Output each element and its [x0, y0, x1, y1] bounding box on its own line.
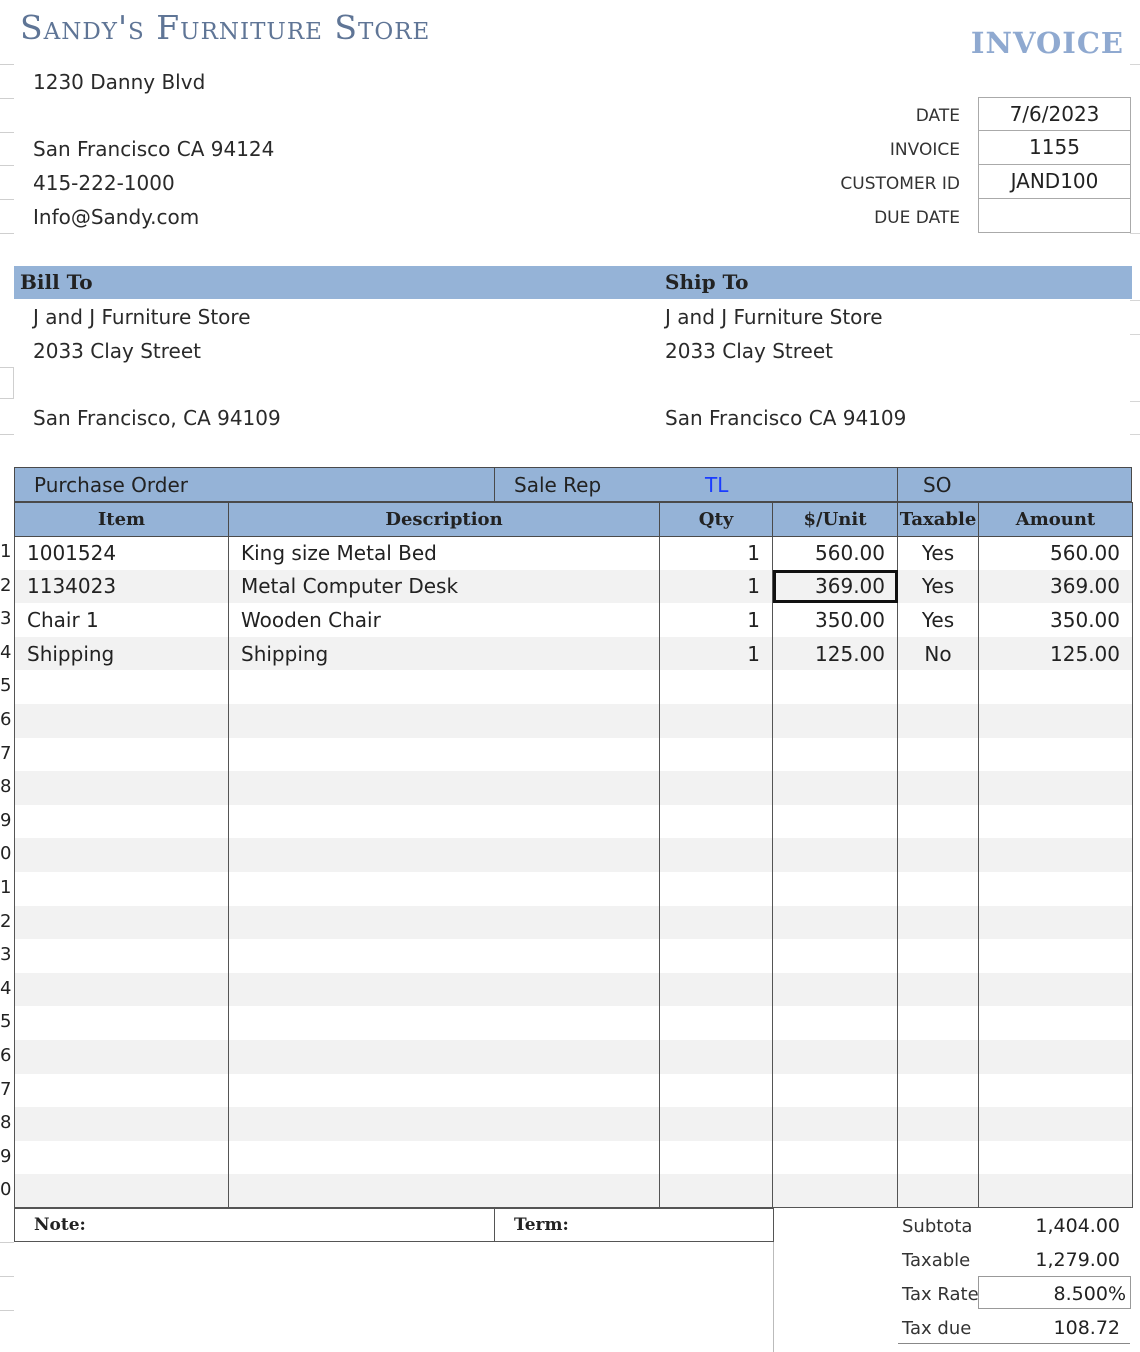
- empty-cell[interactable]: [660, 1141, 773, 1175]
- empty-cell[interactable]: [15, 738, 229, 772]
- empty-cell[interactable]: [15, 906, 229, 940]
- empty-cell[interactable]: [979, 805, 1133, 839]
- item-cell[interactable]: 1134023: [15, 570, 229, 604]
- empty-cell[interactable]: [660, 771, 773, 805]
- description-cell[interactable]: Shipping: [229, 637, 660, 671]
- row-number: 9: [0, 1145, 12, 1167]
- empty-cell[interactable]: [660, 1006, 773, 1040]
- col-unit-price: $/Unit: [773, 503, 898, 537]
- sale-rep-value[interactable]: TL: [705, 473, 729, 497]
- ship-to-street: 2033 Clay Street: [665, 339, 833, 363]
- amount-cell[interactable]: 350.00: [979, 603, 1133, 637]
- taxable-total-value[interactable]: 1,279.00: [1035, 1249, 1120, 1271]
- empty-cell[interactable]: [773, 872, 898, 906]
- tax-rate-label: Tax Rate: [902, 1284, 979, 1305]
- empty-cell[interactable]: [660, 1107, 773, 1141]
- empty-cell[interactable]: [660, 939, 773, 973]
- table-row-empty: [15, 1174, 1133, 1208]
- empty-cell[interactable]: [15, 939, 229, 973]
- empty-cell[interactable]: [229, 738, 660, 772]
- empty-cell[interactable]: [898, 872, 979, 906]
- qty-cell[interactable]: 1: [660, 570, 773, 604]
- empty-cell[interactable]: [229, 1141, 660, 1175]
- bill-to-name: J and J Furniture Store: [33, 305, 251, 329]
- empty-cell[interactable]: [229, 704, 660, 738]
- table-row-empty: [15, 1074, 1133, 1108]
- empty-cell[interactable]: [773, 805, 898, 839]
- row-number: 3: [0, 608, 12, 630]
- amount-cell[interactable]: 125.00: [979, 637, 1133, 671]
- store-address: 1230 Danny Blvd: [33, 70, 206, 94]
- empty-cell[interactable]: [773, 1074, 898, 1108]
- table-row: [15, 637, 1133, 671]
- empty-cell[interactable]: [773, 771, 898, 805]
- bill-to-street: 2033 Clay Street: [33, 339, 201, 363]
- customer-id-label: CUSTOMER ID: [840, 174, 960, 194]
- empty-cell[interactable]: [898, 670, 979, 704]
- empty-cell[interactable]: [660, 738, 773, 772]
- table-row-empty: [15, 1006, 1133, 1040]
- unit-price-cell[interactable]: 560.00: [773, 536, 898, 570]
- empty-cell[interactable]: [898, 805, 979, 839]
- table-row-empty: [15, 1107, 1133, 1141]
- tax-due-value[interactable]: 108.72: [1053, 1317, 1120, 1339]
- taxable-cell[interactable]: No: [898, 637, 979, 671]
- row-number: 5: [0, 675, 12, 697]
- qty-cell[interactable]: 1: [660, 603, 773, 637]
- description-cell[interactable]: King size Metal Bed: [229, 536, 660, 570]
- taxable-cell[interactable]: Yes: [898, 570, 979, 604]
- store-email: Info@Sandy.com: [33, 205, 200, 229]
- empty-cell[interactable]: [660, 872, 773, 906]
- empty-cell[interactable]: [229, 973, 660, 1007]
- description-cell[interactable]: Wooden Chair: [229, 603, 660, 637]
- col-qty: Qty: [660, 503, 773, 537]
- empty-cell[interactable]: [15, 1006, 229, 1040]
- description-cell[interactable]: Metal Computer Desk: [229, 570, 660, 604]
- empty-cell[interactable]: [773, 1107, 898, 1141]
- empty-rows: [15, 670, 1133, 1208]
- empty-cell[interactable]: [979, 1107, 1133, 1141]
- taxable-total-label: Taxable: [902, 1250, 971, 1271]
- empty-cell[interactable]: [660, 973, 773, 1007]
- row-number: 4: [0, 641, 12, 663]
- invoice-title: INVOICE: [970, 26, 1124, 60]
- empty-cell[interactable]: [773, 1006, 898, 1040]
- empty-cell[interactable]: [773, 973, 898, 1007]
- empty-cell[interactable]: [773, 1174, 898, 1208]
- customer-id-cell[interactable]: JAND100: [978, 165, 1131, 199]
- empty-cell[interactable]: [898, 1174, 979, 1208]
- due-date-cell[interactable]: [978, 199, 1131, 233]
- tax-rate-value[interactable]: 8.500%: [1053, 1283, 1126, 1305]
- table-row-empty: [15, 805, 1133, 839]
- table-row-empty: [15, 771, 1133, 805]
- empty-cell[interactable]: [15, 1107, 229, 1141]
- table-row-empty: [15, 939, 1133, 973]
- empty-cell[interactable]: [660, 704, 773, 738]
- empty-cell[interactable]: [229, 838, 660, 872]
- empty-cell[interactable]: [979, 771, 1133, 805]
- table-row-empty: [15, 906, 1133, 940]
- row-number: 2: [0, 910, 12, 932]
- empty-cell[interactable]: [898, 1141, 979, 1175]
- empty-cell[interactable]: [898, 838, 979, 872]
- empty-cell[interactable]: [773, 939, 898, 973]
- empty-cell[interactable]: [773, 670, 898, 704]
- empty-cell[interactable]: [979, 872, 1133, 906]
- col-taxable: Taxable: [898, 503, 979, 537]
- table-row-empty: [15, 838, 1133, 872]
- empty-cell[interactable]: [660, 1040, 773, 1074]
- empty-cell[interactable]: [979, 1141, 1133, 1175]
- unit-price-cell-selected[interactable]: 369.00: [773, 570, 898, 604]
- table-row-empty: [15, 973, 1133, 1007]
- table-row: [15, 570, 1133, 604]
- invoice-number-label: INVOICE: [889, 140, 960, 160]
- row-number: 9: [0, 809, 12, 831]
- empty-cell[interactable]: [979, 704, 1133, 738]
- empty-cell[interactable]: [229, 805, 660, 839]
- taxable-cell[interactable]: Yes: [898, 603, 979, 637]
- row-number: 2: [0, 574, 12, 596]
- taxable-cell[interactable]: Yes: [898, 536, 979, 570]
- col-item: Item: [15, 503, 229, 537]
- empty-cell[interactable]: [898, 704, 979, 738]
- empty-cell[interactable]: [773, 1040, 898, 1074]
- table-row-empty: [15, 670, 1133, 704]
- date-cell[interactable]: 7/6/2023: [978, 97, 1131, 131]
- col-amount: Amount: [979, 503, 1133, 537]
- table-row-empty: [15, 704, 1133, 738]
- row-number: 7: [0, 742, 12, 764]
- row-number: 8: [0, 776, 12, 798]
- ship-to-name: J and J Furniture Store: [665, 305, 883, 329]
- store-phone: 415-222-1000: [33, 171, 175, 195]
- empty-cell[interactable]: [660, 906, 773, 940]
- row-number: 3: [0, 944, 12, 966]
- row-number: 4: [0, 977, 12, 999]
- empty-cell[interactable]: [15, 1040, 229, 1074]
- line-items-table: [14, 502, 1133, 1208]
- empty-cell[interactable]: [15, 872, 229, 906]
- subtotal-value[interactable]: 1,404.00: [1035, 1215, 1120, 1237]
- table-row-empty: [15, 738, 1133, 772]
- row-number: 6: [0, 709, 12, 730]
- empty-cell[interactable]: [15, 1174, 229, 1208]
- empty-cell[interactable]: [898, 973, 979, 1007]
- empty-cell[interactable]: [898, 1006, 979, 1040]
- amount-cell[interactable]: 560.00: [979, 536, 1133, 570]
- table-row-empty: [15, 1141, 1133, 1175]
- col-description: Description: [229, 503, 660, 537]
- unit-price-cell[interactable]: 350.00: [773, 603, 898, 637]
- empty-cell[interactable]: [898, 1107, 979, 1141]
- empty-cell[interactable]: [773, 838, 898, 872]
- empty-cell[interactable]: [229, 1074, 660, 1108]
- empty-cell[interactable]: [15, 1074, 229, 1108]
- row-number: 0: [0, 1179, 12, 1201]
- row-number: 8: [0, 1112, 12, 1134]
- empty-cell[interactable]: [15, 670, 229, 704]
- item-cell[interactable]: Shipping: [15, 637, 229, 671]
- empty-cell[interactable]: [979, 939, 1133, 973]
- empty-cell[interactable]: [898, 1040, 979, 1074]
- row-number: 1: [0, 877, 12, 898]
- empty-cell[interactable]: [660, 1074, 773, 1108]
- empty-cell[interactable]: [229, 1174, 660, 1208]
- purchase-order-label: Purchase Order: [34, 473, 189, 497]
- unit-price-cell[interactable]: 125.00: [773, 637, 898, 671]
- ship-to-label: Ship To: [665, 270, 749, 294]
- note-term-row: [14, 1208, 774, 1242]
- empty-cell[interactable]: [229, 872, 660, 906]
- empty-cell[interactable]: [229, 939, 660, 973]
- row-number: 1: [0, 541, 12, 562]
- empty-cell[interactable]: [979, 906, 1133, 940]
- table-row-empty: [15, 872, 1133, 906]
- empty-cell[interactable]: [15, 704, 229, 738]
- row-number: 5: [0, 1011, 12, 1033]
- empty-cell[interactable]: [898, 738, 979, 772]
- empty-cell[interactable]: [15, 838, 229, 872]
- store-city: San Francisco CA 94124: [33, 137, 275, 161]
- empty-cell[interactable]: [229, 1006, 660, 1040]
- empty-cell[interactable]: [15, 1141, 229, 1175]
- empty-cell[interactable]: [660, 670, 773, 704]
- empty-cell[interactable]: [15, 771, 229, 805]
- item-cell[interactable]: Chair 1: [15, 603, 229, 637]
- purchase-order-bar: [14, 467, 1132, 502]
- bill-ship-header: [14, 266, 1132, 299]
- due-date-label: DUE DATE: [874, 208, 960, 228]
- tax-due-label: Tax due: [902, 1318, 972, 1339]
- row-number: 7: [0, 1078, 12, 1100]
- empty-cell[interactable]: [979, 838, 1133, 872]
- empty-cell[interactable]: [898, 939, 979, 973]
- empty-cell[interactable]: [979, 670, 1133, 704]
- empty-cell[interactable]: [773, 1141, 898, 1175]
- qty-cell[interactable]: 1: [660, 637, 773, 671]
- empty-cell[interactable]: [15, 805, 229, 839]
- table-row: [15, 536, 1133, 570]
- sale-rep-label: Sale Rep: [514, 473, 602, 497]
- empty-cell[interactable]: [15, 973, 229, 1007]
- empty-cell[interactable]: [979, 1006, 1133, 1040]
- row-number: 6: [0, 1045, 12, 1066]
- term-label: Term:: [514, 1215, 569, 1235]
- date-label: DATE: [915, 106, 960, 126]
- empty-cell[interactable]: [773, 704, 898, 738]
- empty-cell[interactable]: [979, 1040, 1133, 1074]
- note-label: Note:: [34, 1215, 86, 1235]
- subtotal-label: Subtota: [902, 1216, 973, 1237]
- empty-cell[interactable]: [660, 838, 773, 872]
- row-number: 0: [0, 843, 12, 865]
- empty-cell[interactable]: [229, 670, 660, 704]
- empty-cell[interactable]: [898, 1074, 979, 1108]
- empty-cell[interactable]: [660, 805, 773, 839]
- bill-to-label: Bill To: [20, 270, 93, 294]
- empty-cell[interactable]: [979, 1074, 1133, 1108]
- so-label: SO: [923, 473, 952, 497]
- bill-to-city: San Francisco, CA 94109: [33, 406, 281, 430]
- empty-cell[interactable]: [773, 906, 898, 940]
- table-row: [15, 603, 1133, 637]
- ship-to-city: San Francisco CA 94109: [665, 406, 907, 430]
- empty-cell[interactable]: [229, 1040, 660, 1074]
- empty-cell[interactable]: [898, 771, 979, 805]
- empty-cell[interactable]: [773, 738, 898, 772]
- empty-cell[interactable]: [229, 906, 660, 940]
- qty-cell[interactable]: 1: [660, 536, 773, 570]
- table-row-empty: [15, 1040, 1133, 1074]
- empty-cell[interactable]: [229, 1107, 660, 1141]
- empty-cell[interactable]: [229, 771, 660, 805]
- empty-cell[interactable]: [979, 1174, 1133, 1208]
- store-name: Sandy's Furniture Store: [20, 8, 431, 47]
- empty-cell[interactable]: [979, 738, 1133, 772]
- empty-cell[interactable]: [660, 1174, 773, 1208]
- empty-cell[interactable]: [979, 973, 1133, 1007]
- empty-cell[interactable]: [898, 906, 979, 940]
- item-cell[interactable]: 1001524: [15, 536, 229, 570]
- invoice-number-cell[interactable]: 1155: [978, 131, 1131, 165]
- amount-cell[interactable]: 369.00: [979, 570, 1133, 604]
